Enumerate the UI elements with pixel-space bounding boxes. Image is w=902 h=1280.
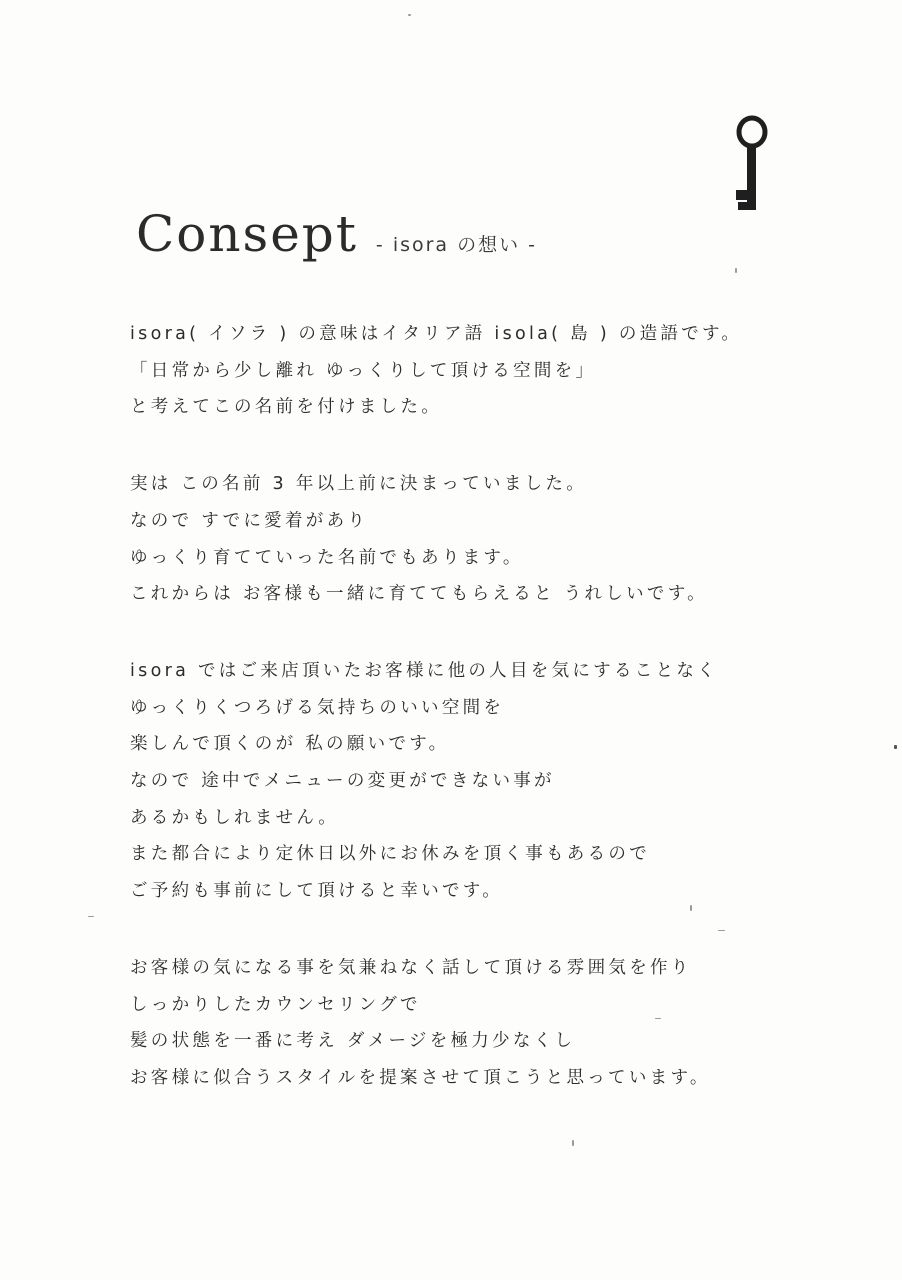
scan-speck: [690, 905, 692, 911]
text-line: ゆっくりくつろげる気持ちのいい空間を: [130, 697, 505, 718]
paragraph-name-meaning: [130, 316, 850, 426]
scan-speck: [894, 745, 897, 749]
text-line: ご予約も事前にして頂けると幸いです。: [130, 881, 503, 902]
paragraph-name-history: [130, 466, 850, 613]
text-line: なので すでに愛着があり: [130, 510, 369, 531]
text-line: 「日常から少し離れ ゆっくりして頂ける空間を」: [130, 360, 597, 381]
text-line: ゆっくり育てていった名前でもあります。: [130, 547, 524, 568]
scan-speck: [718, 930, 725, 931]
scan-speck: [572, 1140, 574, 1146]
page-subtitle: - isora の想い -: [375, 234, 538, 256]
concept-body: [130, 316, 850, 1137]
text-line: しっかりしたカウンセリングで: [130, 994, 421, 1015]
text-line: あるかもしれません。: [130, 807, 340, 828]
scan-speck: [655, 1018, 661, 1019]
text-line: と考えてこの名前を付けました。: [130, 397, 442, 418]
paragraph-shop-policy: [130, 653, 850, 910]
text-line: 髪の状態を一番に考え ダメージを極力少なくし: [130, 1031, 576, 1052]
key-icon: [728, 112, 776, 216]
scan-speck: [408, 14, 411, 16]
scan-speck: [88, 916, 94, 917]
text-line: isora ではご来店頂いたお客様に他の人目を気にすることなく: [130, 660, 718, 681]
text-line: これからは お客様も一緒に育ててもらえると うれしいです。: [130, 584, 708, 605]
text-line: 楽しんで頂くのが 私の願いです。: [130, 734, 450, 755]
page-title: Consept: [136, 205, 358, 263]
paragraph-counseling: [130, 950, 850, 1097]
text-line: また都合により定休日以外にお休みを頂く事もあるので: [130, 844, 650, 865]
text-line: お客様の気になる事を気兼ねなく話して頂ける雰囲気を作り: [130, 957, 692, 978]
text-line: isora( イソラ ) の意味はイタリア語 isola( 島 ) の造語です。: [130, 324, 743, 344]
page-heading: [136, 205, 537, 263]
text-line: お客様に似合うスタイルを提案させて頂こうと思っています。: [130, 1067, 711, 1088]
text-line: なので 途中でメニューの変更ができない事が: [130, 771, 555, 792]
scan-speck: [735, 268, 737, 273]
text-line: 実は この名前 3 年以上前に決まっていました。: [130, 474, 588, 495]
